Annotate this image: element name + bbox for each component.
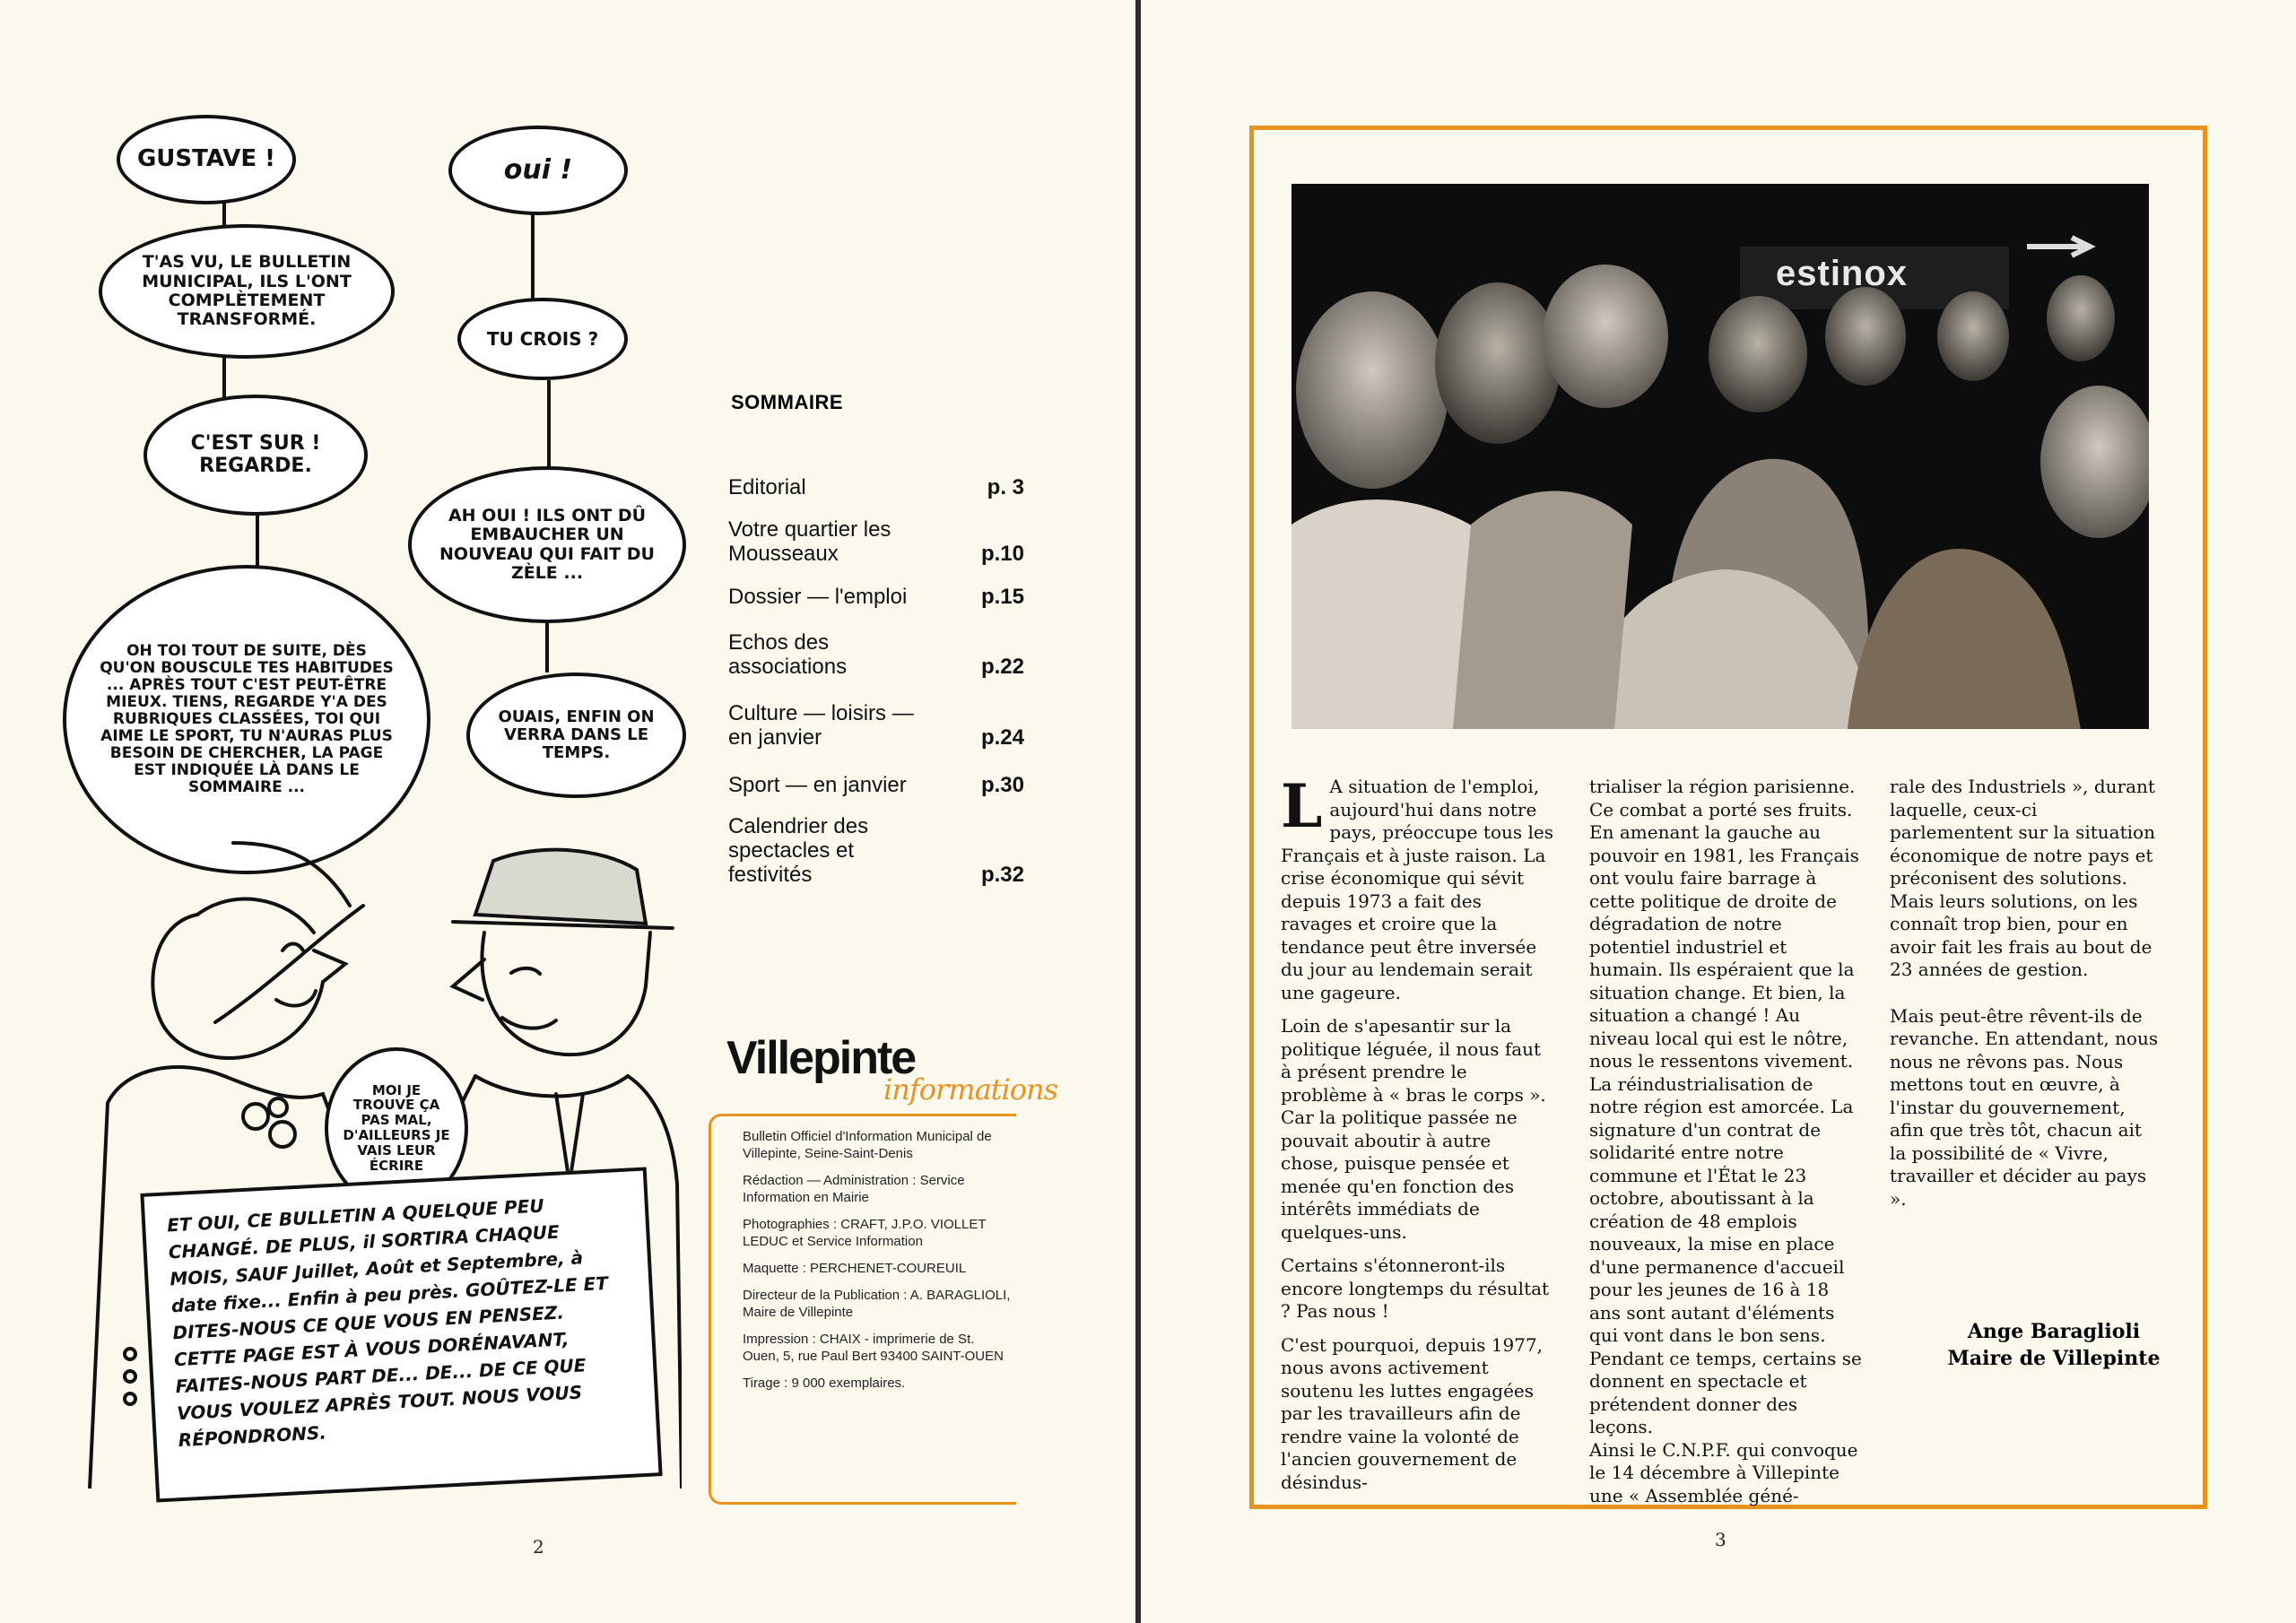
speech-bubble-gustave: GUSTAVE !	[117, 115, 296, 204]
editorial-paragraph: rale des Industriels », durant laquelle, ceux-ci parlementent sur la situation économique de notre pays et préconisent des solutions. Mais leurs solutions, on les connaît trop bien, pour en avoir fait les frais au bout de 23 années de gestion.	[1890, 776, 2155, 980]
toc-item-label: Votre quartier les Mousseaux	[728, 517, 891, 566]
masthead-subtitle: informations	[883, 1072, 1058, 1107]
colophon-tirage: Tirage : 9 000 exemplaires.	[743, 1376, 906, 1391]
editorial-paragraph: A situation de l'emploi, aujourd'hui dans notre pays, préoccupe tous les Français et à juste raison. La crise économique qui sévit depuis 1973 a fait des ravages et croire que la tendance peut être inversée du jour au lendemain serait une gageure.	[1281, 776, 1554, 1003]
editorial-paragraph: Mais peut-être rêvent-ils de revanche. En attendant, nous nous ne rêvons pas. Nous mettons tout en œuvre, à l'instar du gouvernement, afin que très tôt, chacun ait la possibilité de « Vivre, travailler et décider au pays ».	[1890, 1004, 2159, 1210]
toc-item-label: Echos des associations	[728, 630, 848, 679]
toc-item-page: p.24	[980, 725, 1024, 750]
toc-item-page: p. 3	[987, 475, 1024, 499]
speech-bubble-ouais: OUAIS, ENFIN ON VERRA DANS LE TEMPS.	[466, 673, 686, 798]
toc-item-label: Culture — loisirs — en janvier	[728, 701, 914, 750]
crowd-photo	[1292, 184, 2149, 729]
editorial-column-1	[1281, 771, 1554, 1505]
editorial-paragraph: C'est pourquoi, depuis 1977, nous avons activement soutenu les luttes engagées par les travailleurs afin de rendre vaine la volonté de l'ancien gouvernement de désindus-	[1281, 1333, 1544, 1493]
bubble-tail	[547, 380, 551, 470]
masthead-logo: Villepinte	[726, 1032, 916, 1084]
bubble-tail	[222, 352, 226, 398]
colophon-directeur: Directeur de la Publication : A. BARAGLIOLI, Maire de Villepinte	[743, 1288, 1011, 1320]
toc-item-label: Editorial	[728, 475, 806, 499]
speech-bubble-tu-crois: TU CROIS ?	[457, 298, 628, 380]
photo-sign-text: estinox	[1776, 254, 1909, 293]
left-page	[0, 0, 1135, 1623]
editorial-signature	[1933, 1318, 2175, 1372]
speech-bubble-ah-oui: AH OUI ! ILS ONT DÛ EMBAUCHER UN NOUVEAU QUI FAIT DU ZÈLE ...	[408, 466, 686, 623]
page-number-left: 2	[533, 1536, 544, 1558]
toc-item-page: p.30	[980, 773, 1024, 797]
editorial-paragraph: Ainsi le C.N.P.F. qui convoque le 14 décembre à Villepinte une « Assemblée géné-	[1589, 1438, 1858, 1506]
toc-item-label: Dossier — l'emploi	[728, 585, 908, 609]
colophon-photos: Photographies : CRAFT, J.P.O. VIOLLET LEDUC et Service Information	[743, 1217, 987, 1249]
editorial-dropcap: L	[1281, 771, 1323, 841]
editorial-paragraph: trialiser la région parisienne. Ce combat a porté ses fruits. En amenant la gauche au pouvoir en 1981, les Français ont voulu faire barrage à cette politique de droite de dégradation de notre potentiel industriel et humain. Ils espéraient que la situation change. Et bien, la situation a changé ! Au niveau local qui est le nôtre, nous le ressentons vivement. La réindustrialisation de notre région est amorcée. La signature d'un contrat de solidarité entre notre commune et l'État le 23 octobre, aboutissant à la création de 48 emplois nouveaux, la mise en place d'une permanence d'accueil pour les jeunes de 16 à 18 ans sont autant d'éléments qui vont dans le bon sens. Pendant ce temps, certains se donnent en spectacle et prétendent donner des leçons.	[1589, 776, 1862, 1437]
editorial-column-3	[1890, 776, 2163, 1221]
colophon	[743, 1128, 1012, 1402]
speech-bubble-cest-sur: C'EST SUR ! REGARDE.	[144, 395, 368, 516]
editorial-paragraph: Loin de s'apesantir sur la politique léguée, il nous faut à présent prendre le problème à « bras le corps ». Car la politique passée ne pouvait aboutir à autre chose, puisque pensée et menée qu'en fonction des intérêts immédiats de quelques-uns.	[1281, 1015, 1546, 1243]
editorial-paragraph: Certains s'étonneront-ils encore longtemps du résultat ? Pas nous !	[1281, 1254, 1550, 1322]
sign-text: ET OUI, CE BULLETIN A QUELQUE PEU CHANGÉ. DE PLUS, il SORTIRA CHAQUE MOIS, SAUF Juillet, Août et Septembre, à date fixe... Enfin à peu près. GOÛTEZ-LE ET DITES-NOUS CE QUE VOUS EN PENSEZ. CETTE PAGE EST À VOUS DORÉNAVANT, FAITES-NOUS PART DE... DE... DE CE QUE VOUS VOULEZ APRÈS TOUT. NOUS VOUS RÉPONDRONS.	[166, 1194, 609, 1452]
toc-item-label: Sport — en janvier	[728, 773, 907, 797]
page-number-right: 3	[1715, 1529, 1726, 1550]
speech-bubble-oh-toi: OH TOI TOUT DE SUITE, DÈS QU'ON BOUSCULE TES HABITUDES ... APRÈS TOUT C'EST PEUT-ÊTRE MIEUX. TIENS, REGARDE Y'A DES RUBRIQUES CLASSÉES, TOI QUI AIME LE SPORT, TU N'AURAS PLUS BESOIN DE CHERCHER, LA PAGE EST INDIQUÉE LÀ DANS LE SOMMAIRE ...	[63, 565, 430, 874]
bubble-tail	[256, 516, 259, 569]
editorial-column-2	[1589, 776, 1863, 1518]
toc-item-label: Calendrier des spectacles et festivités	[728, 814, 869, 887]
colophon-maquette: Maquette : PERCHENET-COUREUIL	[743, 1261, 967, 1276]
cartoon-sign	[140, 1167, 662, 1502]
speech-bubble-moi-je: MOI JE TROUVE ÇA PAS MAL, D'AILLEURS JE VAIS LEUR ÉCRIRE	[325, 1047, 468, 1209]
crowd-photo-illustration	[1292, 184, 2149, 729]
colophon-redaction: Rédaction — Administration : Service Information en Mairie	[743, 1173, 965, 1205]
signature-name: Ange Baraglioli	[1967, 1320, 2141, 1343]
bubble-tail	[531, 206, 535, 303]
bubble-tail	[545, 619, 549, 673]
colophon-bulletin: Bulletin Officiel d'Information Municipal de Villepinte, Seine-Saint-Denis	[743, 1129, 992, 1161]
toc-item-page: p.15	[980, 585, 1024, 609]
sommaire-title: SOMMAIRE	[731, 391, 843, 413]
speech-bubble-oui: oui !	[448, 126, 628, 215]
toc-item-page: p.10	[980, 542, 1024, 566]
toc-item-page: p.32	[980, 863, 1024, 887]
signature-title: Maire de Villepinte	[1947, 1347, 2161, 1370]
colophon-impression: Impression : CHAIX - imprimerie de St. Ouen, 5, rue Paul Bert 93400 SAINT-OUEN	[743, 1332, 1004, 1364]
toc-item-page: p.22	[980, 655, 1024, 679]
speech-bubble-tas-vu: T'AS VU, LE BULLETIN MUNICIPAL, ILS L'ONT COMPLÈTEMENT TRANSFORMÉ.	[99, 224, 395, 359]
